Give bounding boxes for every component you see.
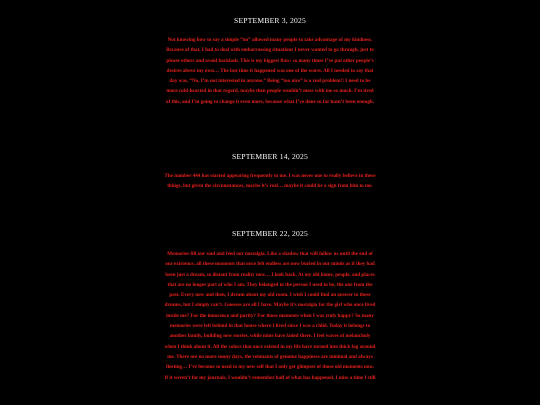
journal-entry: [0, 152, 540, 192]
entry-date: SEPTEMBER 3, 2025: [234, 16, 306, 25]
entry-text: Memories fill our soul and feed our nostalgia. Like a shadow that will follow us until the end of our existence, all these moments that once felt endless are now buried in our minds as if they had been just a dream, so distant from reality now… I look back. At my old home, people, and places that are no longer part of who I am. They belonged to the person I used to be, the one from the past. Every now and then, I dream about my old room. I wish I could find an answer to these dreams, but I simply can’t. Guesses are all I have. Maybe it’s nostalgia for the girl who once lived inside me? For the innocence and purity? For those moments when I was truly happy? So many memories were left behind in that house where I lived since I was a child. Today it belongs to another family, building new stories, while mine have faded there. I feel waves of melancholy when I think about it. All the colors that once existed in my life have turned into thick fog around me. There are no more sunny days, the remnants of genuine happiness are minimal and always fleeting… I’ve become so used to my new self that I only get glimpses of those old moments now. If it weren’t for my journals, I wouldn’t remember half of what has happened. I miss a time I still: [164, 251, 376, 381]
entry-date: SEPTEMBER 22, 2025: [232, 229, 308, 238]
journal-entry: [0, 16, 540, 107]
entry-text: Not knowing how to say a simple “no” allowed many people to take advantage of my kindness. Because of that, I had to deal with embarrassing situations I never wanted to go through, just to please others and avoid backlash. This is my biggest flaw: so many times I’ve put other people’s desires above my own… The last time it happened was one of the worst. All I needed to say that day was, “No, I’m not interested in anyone.” Being “too nice” is a real problem!! I need to be more cold-hearted in that regard, maybe then people wouldn’t mess with me so much. I’m tired of this, and I’m going to change it even more, because what I’ve done so far hasn’t been enough.: [166, 37, 374, 105]
entry-text: The number 444 has started appearing frequently to me. I was never one to really believe in these things, but given the circumstances, maybe it’s real… maybe it could be a sign from him to me.: [164, 173, 376, 190]
journal-entry: [0, 229, 540, 383]
entry-date: SEPTEMBER 14, 2025: [232, 152, 308, 161]
